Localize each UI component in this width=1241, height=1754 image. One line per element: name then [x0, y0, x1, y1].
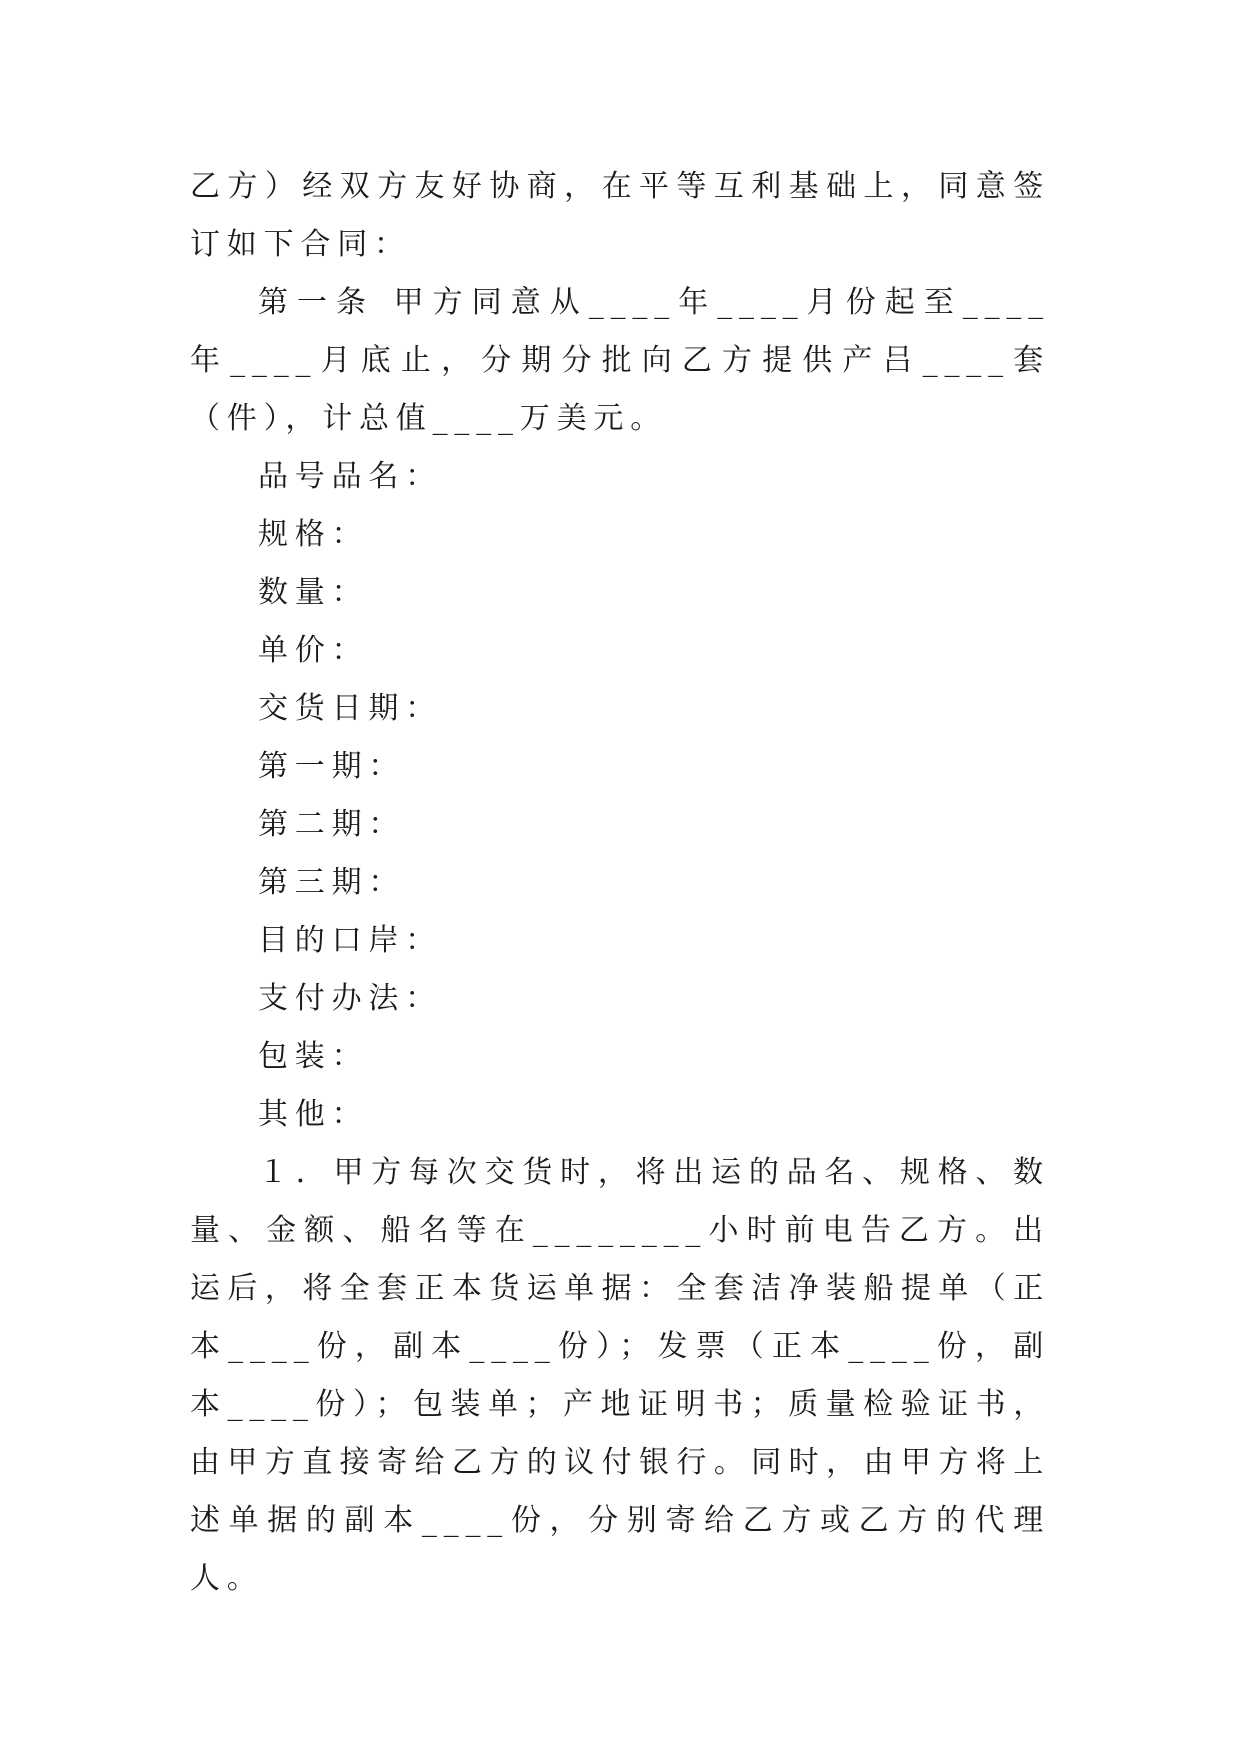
intro-paragraph: 乙方）经双方友好协商，在平等互利基础上，同意签订如下合同： — [190, 169, 1050, 262]
field-specification: 规格： — [258, 517, 369, 552]
field-delivery-date: 交货日期： — [258, 691, 442, 726]
field-unit-price: 单价： — [258, 633, 369, 668]
document-body — [190, 158, 1050, 1608]
field-payment-method: 支付办法： — [258, 981, 442, 1016]
field-quantity: 数量： — [258, 575, 369, 610]
article-1-paragraph: 第一条 甲方同意从____年____月份起至____年____月底止，分期分批向乙方提供产吕____套（件），计总值____万美元。 — [190, 285, 1050, 436]
field-other: 其他： — [258, 1097, 369, 1132]
field-destination-port: 目的口岸： — [258, 923, 442, 958]
field-packaging: 包装： — [258, 1039, 369, 1074]
field-product-name: 品号品名： — [258, 459, 442, 494]
field-phase-1: 第一期： — [258, 749, 406, 784]
clause-1-paragraph: １．甲方每次交货时，将出运的品名、规格、数量、金额、船名等在________小时前电告乙方。出运后，将全套正本货运单据：全套洁净装船提单（正本____份，副本____份）；发票（正本____份，副本____份）；包装单；产地证明书；质量检验证书，由甲方直接寄给乙方的议付银行。同时，由甲方将上述单据的副本____份，分别寄给乙方或乙方的代理人。 — [190, 1155, 1050, 1596]
field-phase-3: 第三期： — [258, 865, 406, 900]
field-phase-2: 第二期： — [258, 807, 406, 842]
